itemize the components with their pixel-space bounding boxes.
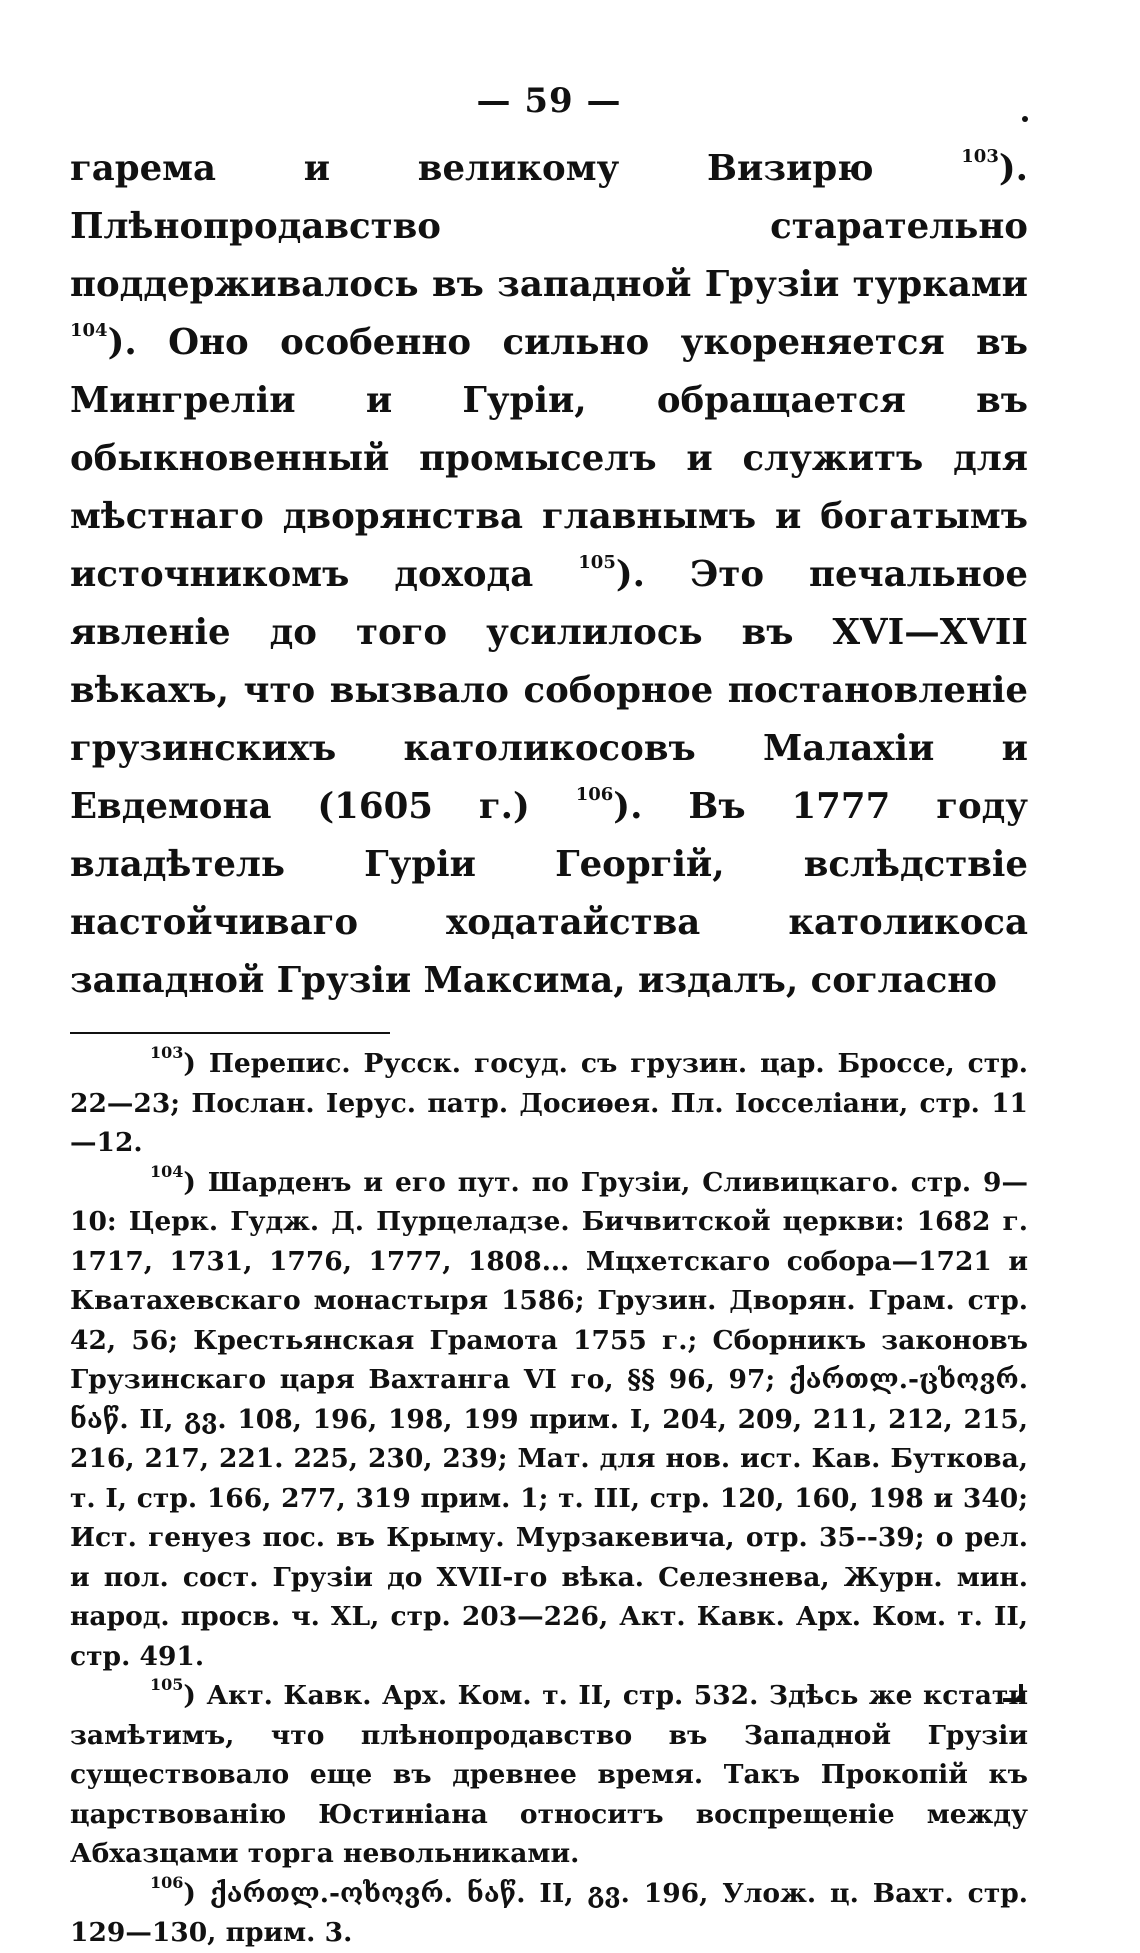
footnote-mark: 103 [150,1043,184,1062]
footnote-mark: 106 [150,1872,184,1892]
main-text-part-5: ). Въ 1777 году владѣтель Гуріи Георгій, вслѣдствіе настойчиваго ходатайства католикоса западной Грузіи Максима, издалъ, согласно [70,786,1029,1001]
footnote-ref-106[interactable]: 106 [575,784,614,805]
main-paragraph [70,140,1028,1010]
page-content [70,70,1028,1953]
page-number: — 59 — [476,81,622,121]
footnote-ref-105[interactable]: 105 [578,552,616,573]
footnote-103 [70,1044,1028,1163]
print-corner-mark [1003,1684,1023,1702]
main-text-part-3: ). Оно особенно сильно укореняется въ Мингреліи и Гуріи, обращается въ обыкновенный промыселъ и служитъ для мѣстнаго дворянства главнымъ и богатымъ источникомъ дохода [70,322,1028,595]
footnote-separator [70,1032,390,1034]
footnote-105 [70,1676,1028,1874]
footnote-text: ) Акт. Кавк. Арх. Ком. т. II, стр. 532. Здѣсь же кстати замѣтимъ, что плѣнопродавство въ Западной Грузіи существовало еще въ древнее время. Такъ Прокопій къ царствованію Юстиніана относитъ воспрещеніе между Абхазцами торга невольниками. [70,1680,1028,1869]
footnote-104 [70,1163,1028,1677]
footnote-mark: 105 [150,1675,184,1694]
main-text-part-2: ). Плѣнопродавство старательно поддерживалось въ западной Грузіи турками [70,148,1028,305]
footnote-mark: 104 [150,1161,184,1181]
footnote-text: ) Перепис. Русск. госуд. съ грузин. цар. Броссе, стр. 22—23; Послан. Іерус. патр. Досиѳея. Пл. Іосселіани, стр. 11—12. [70,1048,1028,1158]
footnote-106 [70,1874,1028,1953]
footnote-ref-103[interactable]: 103 [961,146,999,167]
footnotes [70,1044,1028,1953]
main-text-part-4: ). Это печальное явленіе до того усилилось въ XVI—XVII вѣкахъ, что вызвало соборное постановленіе грузинскихъ католикосовъ Малахіи и Евдемона (1605 г.) [70,554,1028,827]
footnote-text: ) ქართლ.-ოხოვრ. ნაწ. II, გვ. 196, Улож. ц. Вахт. стр. 129—130, прим. 3. [70,1877,1028,1948]
main-text-part-1: гарема и великому Визирю [70,148,962,189]
footnote-ref-104[interactable]: 104 [70,320,108,341]
footnote-text: ) Шарденъ и его пут. по Грузіи, Сливицкаго. стр. 9—10: Церк. Гудж. Д. Пурцеладзе. Бичвитской церкви: 1682 г. 1717, 1731, 1776, 1777, 1808... Мцхетскаго собора—1721 и Кватахевскаго монастыря 1586; Грузин. Дворян. Грам. стр. 42, 56; Крестьянская Грамота 1755 г.; Сборникъ законовъ Грузинскаго царя Вахтанга VI го, §§ 96, 97; ქართლ.-ცხოვრ. ნაწ. II, გვ. 108, 196, 198, 199 прим. I, 204, 209, 211, 212, 215, 216, 217, 221. 225, 230, 239; Мат. для нов. ист. Кав. Буткова, т. I, стр. 166, 277, 319 прим. 1; т. III, стр. 120, 160, 198 и 340; Ист. генуез пос. въ Крыму. Мурзакевича, отр. 35--39; о рел. и пол. сост. Грузіи до XVII-го вѣка. Селезнева, Журн. мин. народ. просв. ч. XL, стр. 203—226, Акт. Кавк. Арх. Ком. т. II, стр. 491. [70,1166,1028,1672]
